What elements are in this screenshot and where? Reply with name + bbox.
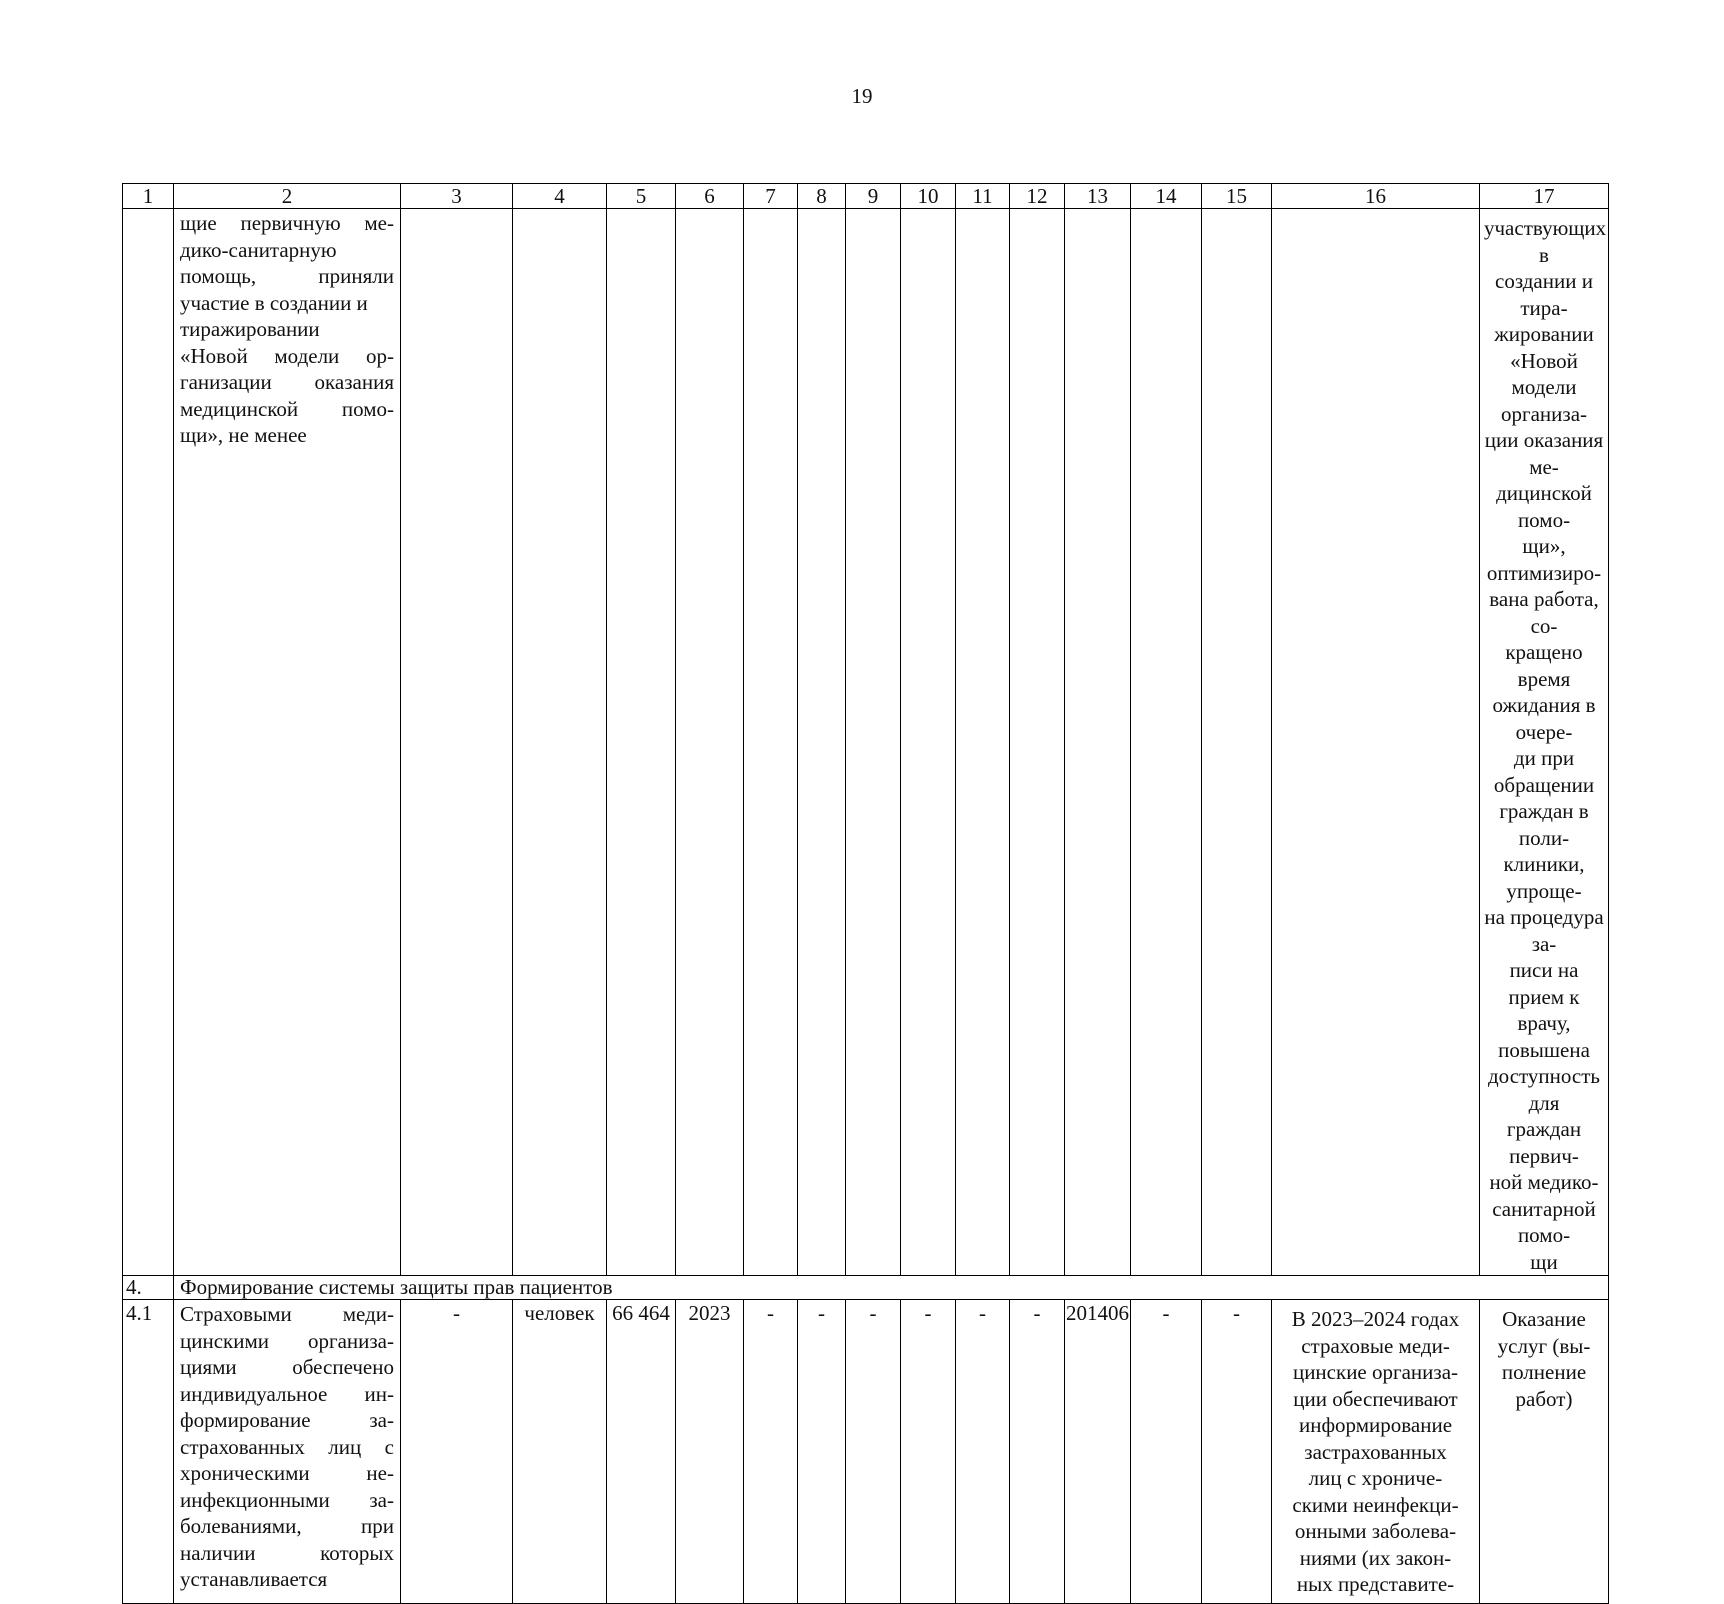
page-number: 19	[851, 84, 873, 108]
header-cell: 6	[676, 184, 744, 209]
header-cell: 7	[744, 184, 798, 209]
section-number: 4.	[123, 1276, 174, 1300]
header-cell: 5	[607, 184, 676, 209]
header-cell: 12	[1010, 184, 1065, 209]
result-description-cell: участвующих в создании и тира- жировании «Новой модели организа- ции оказания ме- дицинской помо- щи», оптимизиро- вана работа, со- кращено время ожидания в очере- ди при обращении граждан в поли- клиники, упроще- на процедура за- писи на прием к врачу, повышена доступность для граждан первич- ной медико- санитарной помо- щи	[1480, 209, 1609, 1276]
header-cell: 14	[1131, 184, 1202, 209]
result-type-cell: Оказание услуг (вы- полнение работ)	[1480, 1300, 1609, 1604]
target-value-cell: 201406	[1065, 1300, 1131, 1604]
header-cell: 13	[1065, 184, 1131, 209]
column-number-header	[123, 184, 1609, 209]
result-description-cell: В 2023–2024 годах страховые меди- цинские организа- ции обеспечивают информирование застрахованных лиц с хрониче- скими неинфекци- онными заболева- ниями (их закон- ных представите-	[1272, 1300, 1480, 1604]
header-cell: 3	[401, 184, 513, 209]
header-cell: 9	[846, 184, 901, 209]
unit-cell: человек	[513, 1300, 607, 1604]
value-cell: 66 464	[607, 1300, 676, 1604]
header-cell: 8	[798, 184, 846, 209]
header-cell: 1	[123, 184, 174, 209]
header-cell: 17	[1480, 184, 1609, 209]
header-cell: 11	[956, 184, 1010, 209]
table-row: 4.1 Страховыми меди- цинскими организа- циями обеспечено индивидуальное ин- формирование за- страхованных лиц с хроническими не- инфекционными за- болеваниями, при наличии которых устанавливается - человек 66 464 2023 - - - - - - 201406 - - В 2023–2024 годах страховые меди- цинские организа- ции обеспечивают информирование застрахованных лиц с хрониче- скими неинфекци- онными заболева- ниями (их закон- ных представите- Оказание услуг (вы- полнение работ)	[123, 1300, 1609, 1604]
header-cell: 4	[513, 184, 607, 209]
header-cell: 10	[901, 184, 956, 209]
data-table	[122, 183, 1609, 1604]
header-cell: 16	[1272, 184, 1480, 209]
section-row	[123, 1276, 1609, 1300]
year-cell: 2023	[676, 1300, 744, 1604]
header-cell: 2	[174, 184, 401, 209]
section-title: Формирование системы защиты прав пациентов	[174, 1276, 1609, 1300]
row-number-cell	[123, 209, 174, 1276]
header-cell: 15	[1202, 184, 1272, 209]
row-number-cell: 4.1	[123, 1300, 174, 1604]
base-value-cell: -	[401, 1300, 513, 1604]
table-row	[123, 209, 1609, 1276]
indicator-description-cell: щие первичную ме- дико-санитарную помощь, приняли участие в создании и тиражировании «Новой модели ор- ганизации оказания медицинской помо- щи», не менее	[174, 209, 401, 1276]
indicator-description-cell: Страховыми меди- цинскими организа- циями обеспечено индивидуальное ин- формирование за- страхованных лиц с хроническими не- инфекционными за- болеваниями, при наличии которых устанавливается	[174, 1300, 401, 1604]
